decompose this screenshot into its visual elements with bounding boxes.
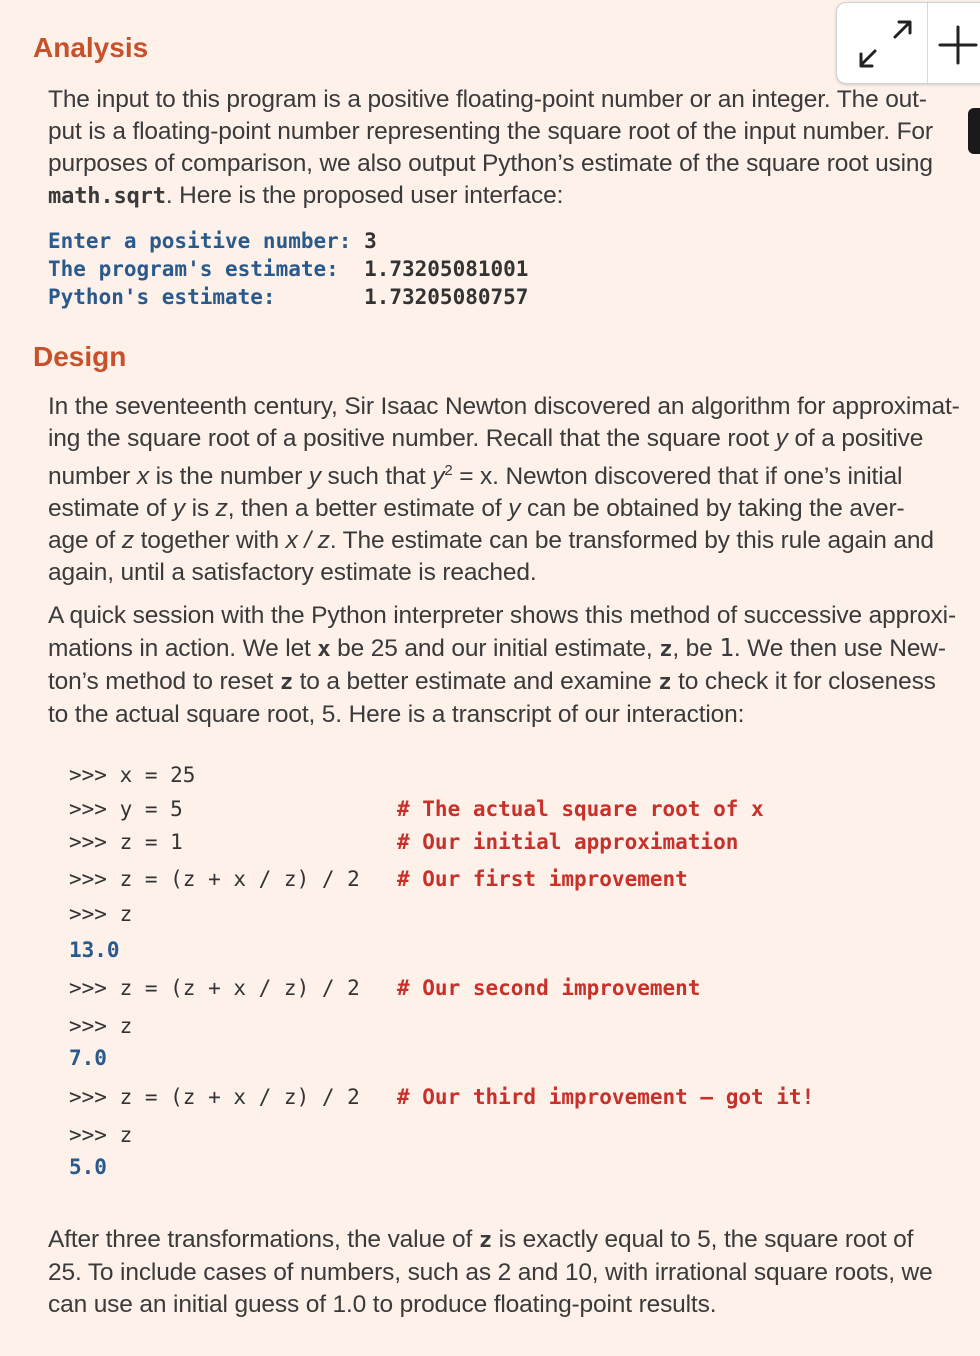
math-var: x [136,463,149,491]
inline-code: z [658,670,672,695]
design-paragraph-3 [48,1224,958,1321]
math-expr: = x [452,463,493,491]
text-line [48,493,958,525]
text-line: put is a floating-point number representing the square root of the input number. For [48,118,933,145]
ui-example-line [48,257,528,281]
analysis-paragraph [48,84,958,213]
code-line: >>> z = (z + x / z) / 2 [69,867,360,891]
code-line: >>> y = 5 [69,797,183,821]
text-line [48,1224,958,1257]
text-fragment: mations in action. We let [48,635,318,662]
text-fragment: age of [48,527,122,555]
code-line: >>> x = 25 [69,763,196,787]
text-fragment: , be [672,635,720,662]
inline-code: z [659,637,673,662]
ui-example-line [48,285,528,309]
inline-code: z [279,670,293,695]
math-exponent: 2 [444,462,453,479]
add-button[interactable] [928,3,980,83]
text-fragment: , then a better estimate of [227,495,509,523]
text-line [48,455,958,493]
ui-value: 1.73205080757 [364,285,529,309]
code-line: >>> z = (z + x / z) / 2 [69,1085,360,1109]
code-output: 7.0 [69,1046,107,1070]
text-line: to the actual square root, 5. Here is a transcript of our interaction: [48,701,745,728]
text-fragment: be 25 and our initial estimate, [330,635,660,662]
inline-code: x [317,637,331,662]
code-comment: # Our first improvement [397,867,688,891]
ui-label: Python's estimate: [48,285,365,309]
text-fragment: is [184,495,216,523]
text-line [48,525,958,557]
text-line [48,666,958,699]
ui-label: The program's estimate: [48,257,365,281]
text-line [48,180,958,213]
text-fragment: After three transformations, the value of [48,1226,479,1253]
design-heading: Design [33,341,127,372]
text-line [48,423,958,455]
math-var: y [172,495,185,523]
expand-arrows-icon [837,3,927,83]
inline-code: math.sqrt [48,184,166,209]
code-line: >>> z [69,902,133,926]
text-fragment: . Newton discovered that if one’s initial [492,463,903,491]
math-var: y [508,495,521,523]
ui-example-line [48,229,377,253]
text-fragment: to check it for closeness [671,668,936,695]
expand-button[interactable] [837,3,927,83]
plus-icon [928,3,980,83]
text-fragment: of a positive [787,425,924,452]
text-fragment: is the number [148,463,309,491]
text-fragment: . Here is the proposed user interface: [165,182,564,209]
ui-label: Enter a positive number: [48,229,365,253]
code-comment: # Our third improvement – got it! [397,1085,815,1109]
math-expr: x / z [285,527,330,555]
text-line [48,632,958,666]
code-line: >>> z [69,1123,133,1147]
ui-value: 3 [364,229,377,253]
analysis-heading: Analysis [33,32,149,63]
text-fragment: . The estimate can be transformed by this rule again and [329,527,934,555]
inline-code: 1 [719,633,734,662]
text-fragment: together with [133,527,286,555]
code-line: >>> z = (z + x / z) / 2 [69,976,360,1000]
text-line: In the seventeenth century, Sir Isaac Newton discovered an algorithm for approximat- [48,393,960,420]
text-line: again, until a satisfactory estimate is reached. [48,559,537,587]
code-line: >>> z = 1 [69,830,183,854]
viewer-toolbar [836,2,980,84]
code-line: >>> z [69,1014,133,1038]
text-line: The input to this program is a positive floating-point number or an integer. The out- [48,86,927,113]
text-fragment: number [48,463,137,491]
math-var: y [432,463,445,491]
code-output: 5.0 [69,1155,107,1179]
text-fragment: ton’s method to reset [48,668,280,695]
code-output: 13.0 [69,938,120,962]
text-fragment: ing the square root of a positive number. Recall that the square root [48,425,776,452]
text-line: purposes of comparison, we also output Python’s estimate of the square root using [48,150,933,177]
code-comment: # The actual square root of x [397,797,764,821]
text-line: 25. To include cases of numbers, such as 2 and 10, with irrational square roots, we [48,1259,933,1286]
text-fragment: . We then use New- [733,635,946,662]
text-line: A quick session with the Python interpreter shows this method of successive approxi- [48,602,956,629]
math-var: z [121,527,134,555]
text-fragment: is exactly equal to 5, the square root of [491,1226,914,1253]
text-line: can use an initial guess of 1.0 to produce floating-point results. [48,1291,717,1318]
ui-value: 1.73205081001 [364,257,529,281]
design-paragraph-1 [48,391,958,589]
math-var: y [308,463,321,491]
side-panel-handle[interactable] [968,108,980,154]
code-comment: # Our second improvement [397,976,701,1000]
math-var: z [215,495,228,523]
math-var: y [775,425,788,452]
code-comment: # Our initial approximation [397,830,739,854]
text-fragment: estimate of [48,495,173,523]
text-fragment: can be obtained by taking the aver- [520,495,905,523]
text-fragment: to a better estimate and examine [292,668,659,695]
text-fragment: such that [320,463,433,491]
inline-code: z [478,1228,492,1253]
design-paragraph-2 [48,600,958,731]
